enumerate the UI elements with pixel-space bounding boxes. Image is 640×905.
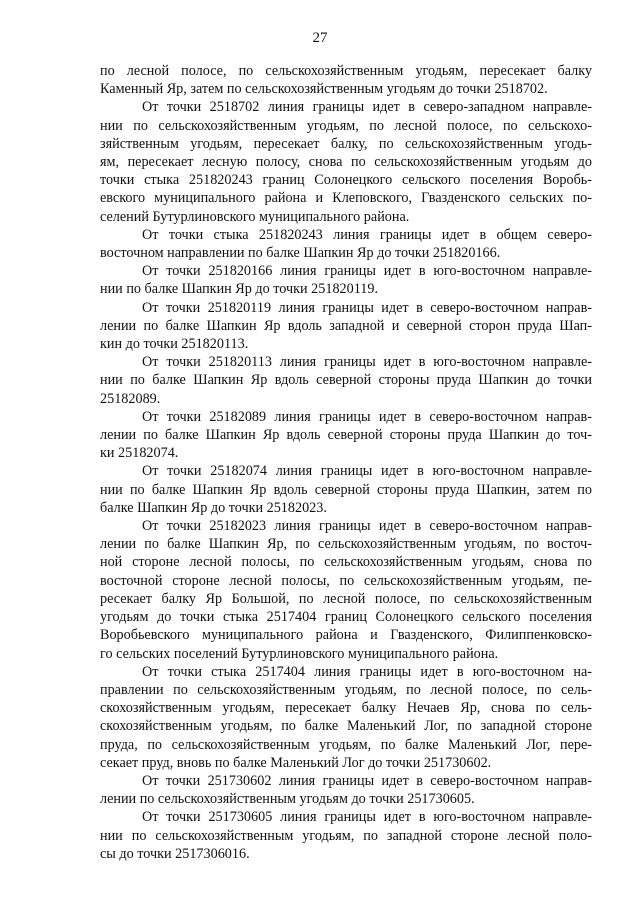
paragraph [100,772,592,808]
text-line: нии по балке Шапкин Яр вдоль северной стороны пруда Шапкин до точки [100,372,592,389]
paragraph [100,98,592,225]
paragraph [100,663,592,772]
text-line: нии по сельскохозяйственным угодьям, по западной стороне лесной поло- [100,827,592,844]
text-line: лении по балке Шапкин Яр вдоль северной стороны пруда Шапкин до точ- [100,427,592,444]
text-line: скохозяйственным угодьям, по балке Маленький Лог, по западной стороне [100,718,592,735]
text-line: пруда, по сельскохозяйственным угодьям, по балке Маленький Лог, пере- [100,736,592,753]
text-line: правлении по сельскохозяйственным угодьям, по лесной полосе, по сель- [100,681,592,698]
text-line: балке Шапкин Яр до точки 25182023. [100,499,327,516]
text-line: От точки 251730602 линия границы идет в северо-восточном направ- [142,772,592,789]
text-line: Воробьевского муниципального района и Гвазденского, Филиппенковско- [100,627,592,644]
text-line: ки 25182074. [100,445,179,462]
text-line: От точки 25182089 линия границы идет в северо-восточном направ- [142,408,592,425]
paragraph [100,408,592,463]
text-line: От точки 25182023 линия границы идет в северо-восточном направ- [142,518,592,535]
paragraph [100,62,592,98]
paragraph [100,462,592,517]
text-line: 25182089. [100,390,161,407]
text-line: нии по балке Шапкин Яр вдоль северной стороны пруда Шапкин, затем по [100,481,592,498]
text-line: восточной стороне лесной полосы, по сельскохозяйственным угодьям, пе- [100,572,592,589]
paragraph [100,299,592,354]
paragraph [100,808,592,863]
document-body [100,62,592,863]
text-line: ресекает балку Яр Большой, по лесной полосе, по сельскохозяйственным [100,590,592,607]
text-line: От точки 25182074 линия границы идет в юго-восточном направле- [142,463,592,480]
text-line: От точки 251730605 линия границы идет в юго-восточном направле- [142,809,592,826]
text-line: лении по балке Шапкин Яр, по сельскохозяйственным угодьям, по восточ- [100,536,592,553]
text-line: селений Бутурлиновского муниципального района. [100,208,410,225]
paragraph [100,517,592,663]
text-line: От точки стыка 251820243 линия границы идет в общем северо- [142,226,592,243]
text-line: евского муниципального района и Клеповского, Гвазденского сельских по- [100,190,592,207]
paragraph [100,226,592,262]
text-line: От точки стыка 2517404 линия границы идет в юго-восточном на- [142,663,592,680]
page-number: 27 [312,30,328,46]
text-line: точки стыка 251820243 границ Солонецкого сельского поселения Воробь- [100,172,592,189]
text-line: по лесной полосе, по сельскохозяйственным угодьям, пересекает балку [100,63,592,79]
text-line: От точки 2518702 линия границы идет в северо-западном направле- [142,99,592,116]
text-line: От точки 251820119 линия границы идет в северо-восточном направ- [142,299,592,316]
text-line: секает пруд, вновь по балке Маленький Лог до точки 251730602. [100,754,492,771]
text-line: Каменный Яр, затем по сельскохозяйственным угодьям до точки 2518702. [100,81,548,98]
paragraph [100,353,592,408]
text-line: кин до точки 251820113. [100,336,249,353]
text-line: сы до точки 2517306016. [100,845,250,862]
text-line: От точки 251820113 линия границы идет в юго-восточном направле- [142,354,592,371]
text-line: восточном направлении по балке Шапкин Яр до точки 251820166. [100,245,501,262]
text-line: зяйственным угодьям, пересекает балку, по сельскохозяйственным угодь- [100,135,592,152]
text-line: го сельских поселений Бутурлиновского муниципального района. [100,645,499,662]
text-line: скохозяйственным угодьям, пересекает балку Нечаев Яр, снова по сель- [100,700,592,717]
text-line: ям, пересекает лесную полосу, снова по сельскохозяйственным угодьям до [100,154,592,171]
text-line: лении по балке Шапкин Яр вдоль западной и северной сторон пруда Шап- [100,317,592,334]
text-line: нии по сельскохозяйственным угодьям, по лесной полосе, по сельскохо- [100,117,592,134]
text-line: нии по балке Шапкин Яр до точки 251820119. [100,281,379,298]
text-line: угодьям до точки стыка 2517404 границ Солонецкого сельского поселения [100,609,592,626]
text-line: От точки 251820166 линия границы идет в юго-восточном направле- [142,263,592,280]
text-line: ной стороне лесной полосы, по сельскохозяйственным угодьям, снова по [100,554,592,571]
paragraph [100,262,592,298]
text-line: лении по сельскохозяйственным угодьям до точки 251730605. [100,791,475,808]
